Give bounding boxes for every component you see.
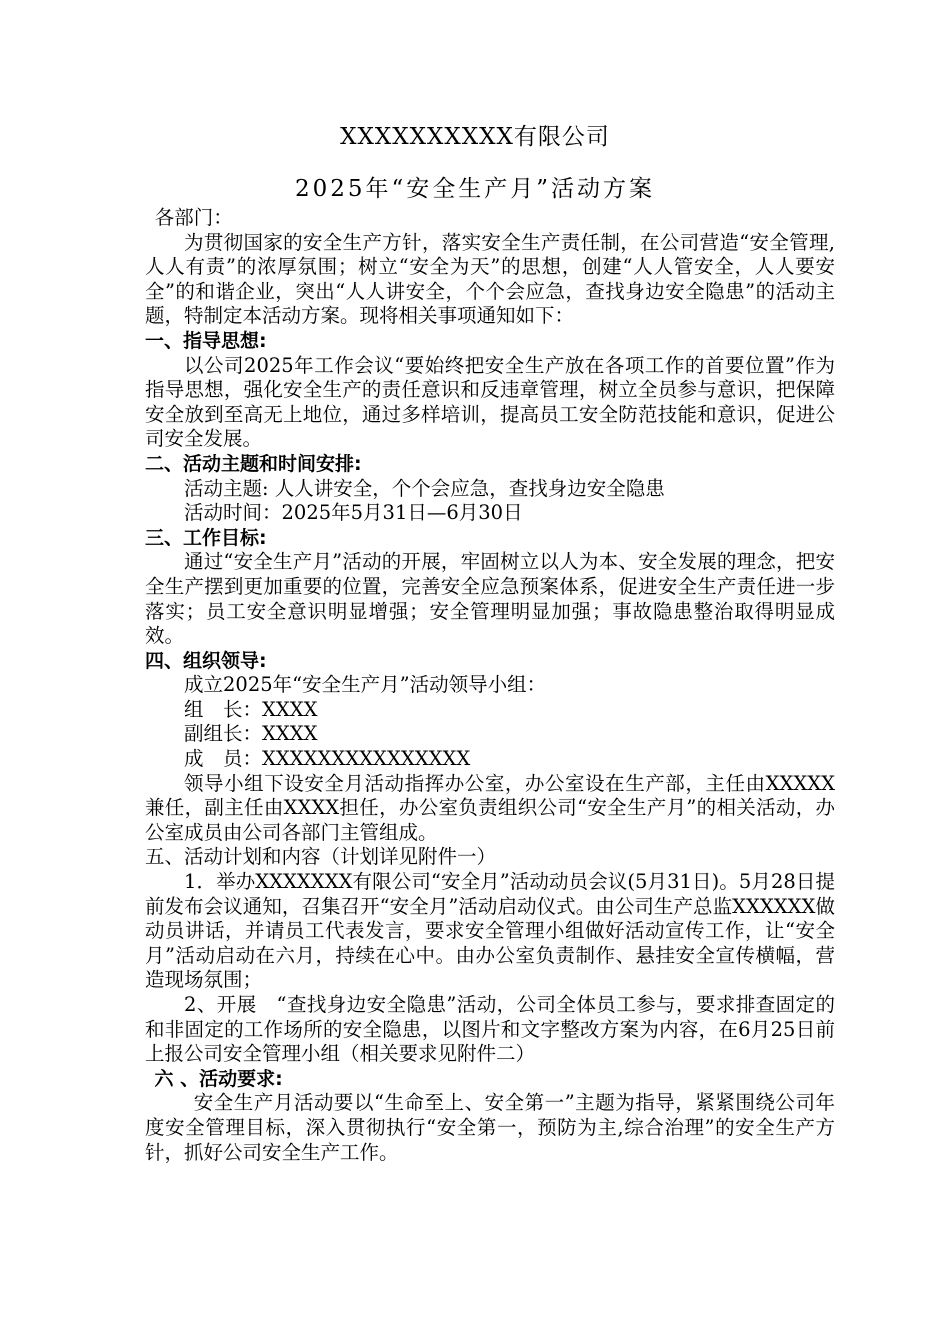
group-leader: 组 长：XXXX bbox=[184, 697, 318, 721]
section-6-heading: 六 、活动要求: bbox=[154, 1067, 283, 1090]
company-name: XXXXXXXXXX有限公司 bbox=[340, 124, 610, 150]
group-members: 成 员：XXXXXXXXXXXXXXX bbox=[184, 747, 471, 771]
section-5-heading: 五、活动计划和内容（计划详见附件一） bbox=[145, 845, 497, 869]
section-4-body: 领导小组下设安全月活动指挥办公室，办公室设在生产部，主任由XXXXX兼任，副主任由XXXX担任，办公室负责组织公司“安全生产月”的相关活动，办公室成员由公司各部门主管组成。 bbox=[145, 771, 835, 844]
plan-item-2: 2、开展 “查找身边安全隐患”活动，公司全体员工参与，要求排查固定的和非固定的工作场所的安全隐患，以图片和文字整改方案为内容，在6月25日前上报公司安全管理小组（相关要求见附件二） bbox=[145, 993, 835, 1066]
plan-item-1: 1．举办XXXXXXX有限公司“安全月”活动动员会议(5月31日)。5月28日提前发布会议通知，召集召开“安全月”活动启动仪式。由公司生产总监XXXXXX做动员讲话，并请员工代表发言，要求安全管理小组做好活动宣传工作，让“安全月”活动启动在六月，持续在心中。由办公室负责制作、悬挂安全宣传横幅，营造现场氛围； bbox=[145, 870, 835, 992]
section-1-body: 以公司2025年工作会议“要始终把安全生产放在各项工作的首要位置”作为指导思想，强化安全生产的责任意识和反违章管理，树立全员参与意识，把保障安全放到至高无上地位，通过多样培训，提高员工安全防范技能和意识，促进公司安全发展。 bbox=[145, 353, 835, 451]
salutation: 各部门： bbox=[154, 206, 233, 229]
section-3-heading: 三、工作目标: bbox=[145, 526, 267, 549]
document-body bbox=[145, 206, 835, 1165]
leadership-group-intro: 成立2025年“安全生产月”活动领导小组： bbox=[184, 673, 547, 697]
section-4-heading: 四、组织领导: bbox=[145, 649, 267, 672]
section-2-heading: 二、活动主题和时间安排: bbox=[145, 452, 362, 475]
document-title: 2025年“安全生产月”活动方案 bbox=[294, 176, 656, 202]
intro-paragraph: 为贯彻国家的安全生产方针，落实安全生产责任制，在公司营造“安全管理,人人有责”的浓厚氛围；树立“安全为天”的思想，创建“人人管安全，人人要安全”的和谐企业，突出“人人讲安全，个个会应急，查找身边安全隐患”的活动主题，特制定本活动方案。现将相关事项通知如下： bbox=[145, 230, 835, 328]
activity-theme: 活动主题: 人人讲安全，个个会应急，查找身边安全隐患 bbox=[184, 476, 665, 500]
activity-time: 活动时间：2025年5月31日—6月30日 bbox=[184, 501, 523, 525]
section-3-body: 通过“安全生产月”活动的开展，牢固树立以人为本、安全发展的理念，把安全生产摆到更加重要的位置，完善安全应急预案体系，促进安全生产责任进一步落实；员工安全意识明显增强；安全管理明显加强；事故隐患整治取得明显成效。 bbox=[145, 550, 835, 648]
section-1-heading: 一、指导思想: bbox=[145, 329, 267, 352]
section-6-body: 安全生产月活动要以“生命至上、安全第一”主题为指导，紧紧围绕公司年度安全管理目标，深入贯彻执行“安全第一，预防为主,综合治理”的安全生产方针，抓好公司安全生产工作。 bbox=[145, 1091, 835, 1164]
deputy-leader: 副组长：XXXX bbox=[184, 722, 318, 746]
